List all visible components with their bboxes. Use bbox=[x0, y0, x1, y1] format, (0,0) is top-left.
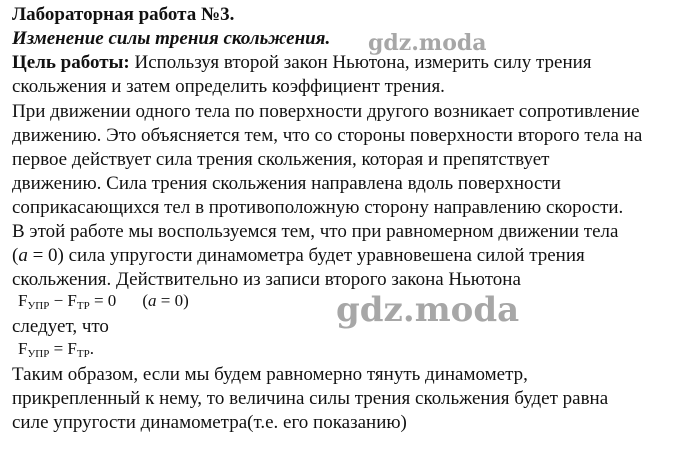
goal-line-1 bbox=[12, 52, 592, 74]
formula-condition-var: a bbox=[147, 291, 157, 310]
paragraph-1-line-4: движению. Сила трения скольжения направлена вдоль поверхности bbox=[12, 173, 561, 194]
formula-newton-second-law bbox=[18, 291, 189, 313]
paragraph-3-line-2: прикрепленный к нему, то величина силы трения скольжения будет равна bbox=[12, 388, 609, 409]
formula-condition-open: ( bbox=[142, 291, 148, 310]
formula-equality bbox=[18, 339, 94, 361]
paren-open: ( bbox=[12, 245, 19, 266]
goal-line-2: скольжения и затем определить коэффициент трения. bbox=[12, 76, 445, 97]
paragraph-1-line-3: первое действует сила трения скольжения, которая и препятствует bbox=[12, 149, 550, 170]
formula2-subscript-upr: УПР bbox=[27, 348, 50, 360]
formula2-equals-f: = F bbox=[49, 339, 77, 358]
formula-equals-zero: = 0 bbox=[89, 291, 117, 310]
goal-label: Цель работы: bbox=[12, 52, 130, 73]
formula2-subscript-tr: ТР bbox=[76, 348, 90, 360]
formula2-f: F bbox=[18, 339, 28, 358]
formula2-dot: . bbox=[89, 339, 94, 358]
watermark-middle: gdz.moda bbox=[336, 290, 520, 330]
formula-subscript-upr: УПР bbox=[27, 300, 50, 312]
paragraph-1-line-5: соприкасающихся тел в противоположную сторону направлению скорости. bbox=[12, 197, 624, 218]
watermark-top: gdz.moda bbox=[368, 30, 487, 56]
document-title: Лабораторная работа №3. bbox=[12, 4, 235, 25]
formula-f: F bbox=[18, 291, 28, 310]
paragraph-2-line-3: скольжения. Действительно из записи второго закона Ньютона bbox=[12, 269, 521, 290]
formula-subscript-tr: ТР bbox=[76, 300, 90, 312]
paragraph-3-line-3: силе упругости динамометра(т.е. его показанию) bbox=[12, 412, 407, 433]
paragraph-1-line-1: При движении одного тела по поверхности другого возникает сопротивление bbox=[12, 101, 640, 122]
paragraph-2-line-2-text: = 0) сила упругости динамометра будет уравновешена силой трения bbox=[27, 245, 585, 266]
document-subtitle: Изменение силы трения скольжения. bbox=[12, 28, 331, 49]
formula-condition-rest: = 0) bbox=[156, 291, 189, 310]
paragraph-2-line-2 bbox=[12, 245, 585, 267]
formula-minus-f: − F bbox=[49, 291, 77, 310]
variable-a: a bbox=[18, 245, 28, 266]
follows-text: следует, что bbox=[12, 316, 109, 337]
goal-text-1: Используя второй закон Ньютона, измерить силу трения bbox=[129, 52, 592, 73]
paragraph-1-line-2: движению. Это объясняется тем, что со стороны поверхности второго тела на bbox=[12, 125, 643, 146]
paragraph-3-line-1: Таким образом, если мы будем равномерно тянуть динамометр, bbox=[12, 364, 528, 385]
paragraph-2-line-1: В этой работе мы воспользуемся тем, что при равномерном движении тела bbox=[12, 221, 619, 242]
